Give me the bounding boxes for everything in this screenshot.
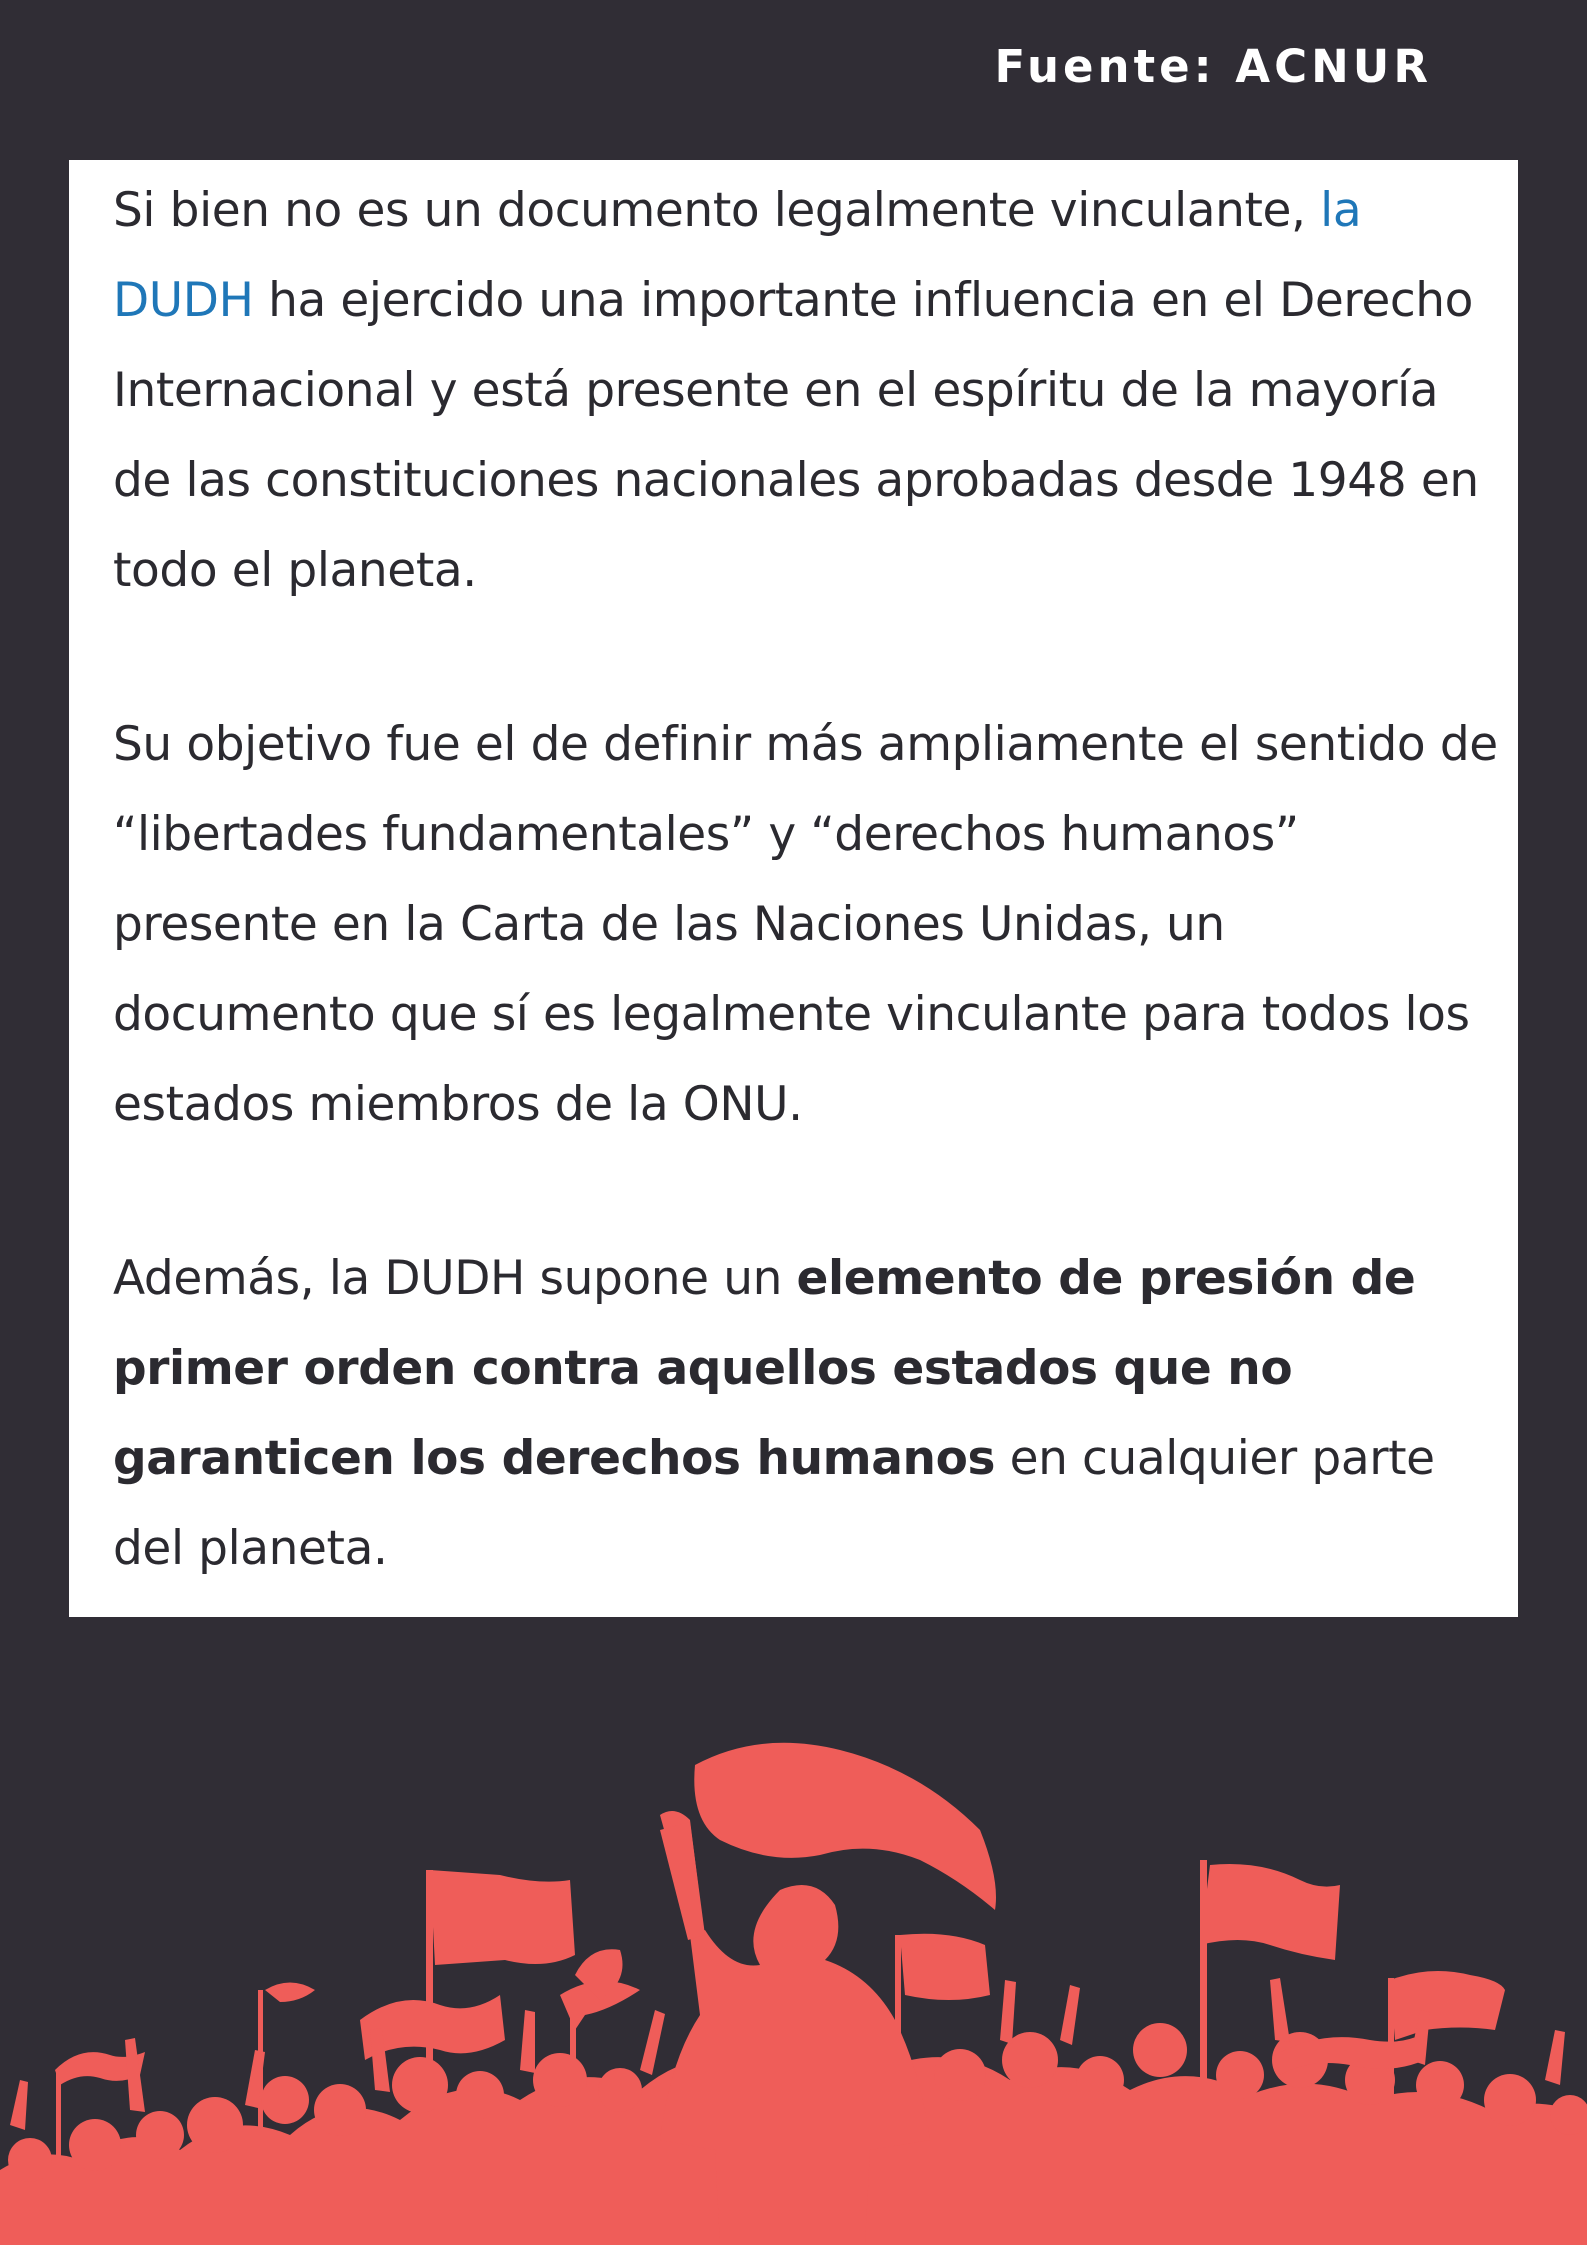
paragraph-1 xyxy=(113,166,1498,616)
paragraph-3-text-start: Además, la DUDH supone un xyxy=(113,1251,797,1306)
paragraph-3-text-end: en cualquier parte del planeta. xyxy=(113,1431,1435,1576)
paragraph-1-text-end: ha ejercido una importante influencia en el Derecho Internacional y está presente en el espíritu de la mayoría de las constituciones nacionales aprobadas desde 1948 en todo el planeta. xyxy=(113,273,1479,598)
paragraph-1-text-start: Si bien no es un documento legalmente vinculante, xyxy=(113,183,1321,238)
content-card xyxy=(69,160,1518,1617)
dudh-link[interactable]: la DUDH xyxy=(113,183,1362,328)
paragraph-2-text: Su objetivo fue el de definir más ampliamente el sentido de “libertades fundamentales” y “derechos humanos” presente en la Carta de las Naciones Unidas, un documento que sí es legalmente vinculante para todos los estados miembros de la ONU. xyxy=(113,717,1498,1132)
protest-crowd-silhouette-icon xyxy=(0,1740,1587,2245)
paragraph-3 xyxy=(113,1234,1498,1594)
source-label: Fuente: ACNUR xyxy=(994,40,1432,93)
paragraph-3-bold-text: elemento de presión de primer orden contra aquellos estados que no garanticen los derechos humanos xyxy=(113,1251,1416,1486)
paragraph-2 xyxy=(113,700,1498,1150)
